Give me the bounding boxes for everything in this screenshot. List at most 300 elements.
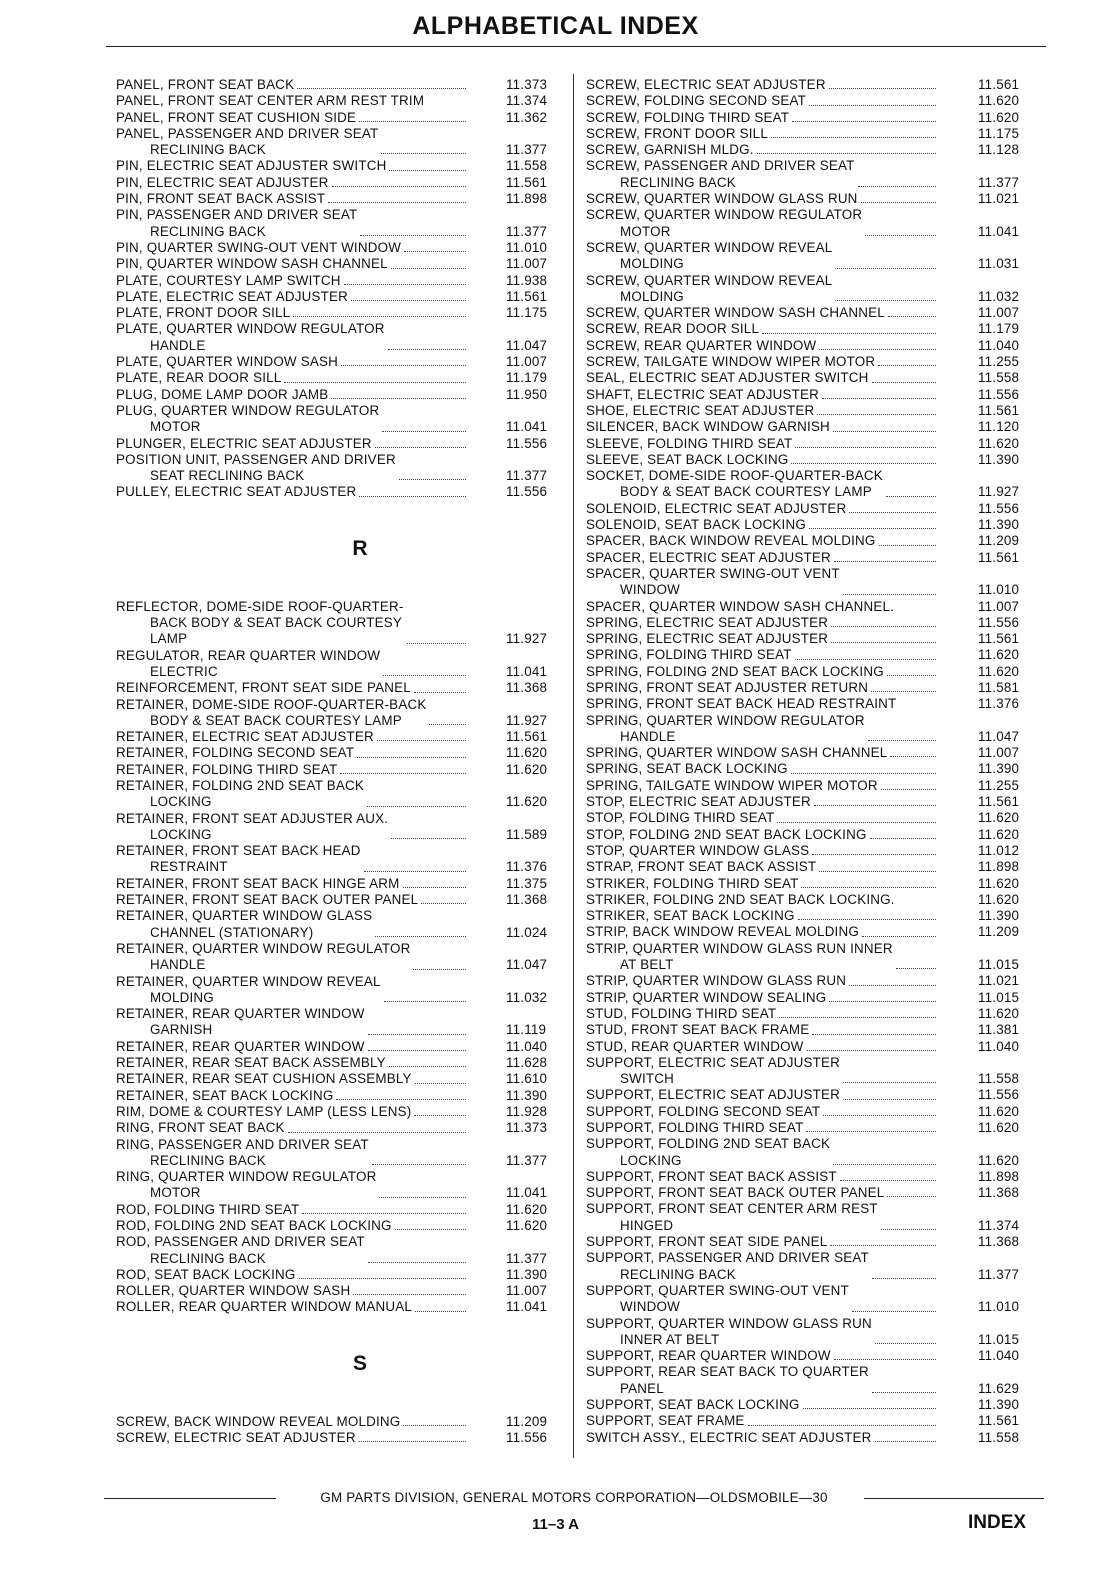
entry-label: LOCKING — [620, 1152, 682, 1168]
dot-leader — [403, 1425, 466, 1426]
index-entry — [116, 1039, 564, 1055]
dot-leader — [384, 1001, 466, 1002]
dot-leader — [364, 871, 466, 872]
entry-label: SUPPORT, PASSENGER AND DRIVER SEAT — [586, 1250, 869, 1266]
dot-leader — [807, 1050, 936, 1051]
entry-page-ref: 11.031 — [978, 256, 1020, 272]
dot-leader — [757, 153, 936, 154]
entry-label: MOLDING — [620, 256, 684, 272]
entry-page-ref: 11.007 — [978, 305, 1020, 321]
entry-label: STRIP, QUARTER WINDOW GLASS RUN — [586, 973, 847, 989]
dot-leader — [822, 398, 936, 399]
entry-page-ref: 11.620 — [978, 93, 1020, 109]
entry-page-ref: 11.010 — [978, 582, 1020, 598]
entry-label: RECLINING BACK — [620, 174, 736, 190]
index-entry — [586, 599, 1036, 615]
entry-label: SOLENOID, SEAT BACK LOCKING — [586, 517, 806, 533]
index-entry — [586, 713, 1036, 746]
index-entry — [116, 745, 564, 761]
entry-label: SLEEVE, FOLDING THIRD SEAT — [586, 435, 793, 451]
index-entry — [586, 1006, 1036, 1022]
dot-leader — [875, 1343, 936, 1344]
entry-page-ref: 11.377 — [978, 174, 1020, 190]
entry-label: RETAINER, FOLDING SECOND SEAT — [116, 745, 355, 761]
entry-label: SUPPORT, FRONT SEAT BACK ASSIST — [586, 1168, 837, 1184]
entry-label: REGULATOR, REAR QUARTER WINDOW — [116, 647, 381, 663]
index-entry — [586, 843, 1036, 859]
entry-label: SUPPORT, SEAT FRAME — [586, 1413, 745, 1429]
dot-leader — [812, 854, 936, 855]
index-entry — [116, 811, 564, 844]
entry-page-ref: 11.128 — [978, 142, 1020, 158]
dot-leader — [381, 153, 466, 154]
index-column-right — [586, 77, 1036, 1446]
dot-leader — [388, 349, 466, 350]
entry-page-ref: 11.375 — [506, 875, 548, 891]
entry-label: WINDOW — [620, 582, 680, 598]
index-entry — [116, 175, 564, 191]
entry-page-ref: 11.041 — [978, 223, 1020, 239]
dot-leader — [368, 1034, 466, 1035]
entry-label: SCREW, REAR QUARTER WINDOW — [586, 337, 817, 353]
dot-leader — [819, 871, 936, 872]
dot-leader — [823, 1115, 936, 1116]
dot-leader — [834, 561, 936, 562]
entry-label: STOP, FOLDING THIRD SEAT — [586, 810, 775, 826]
entry-label: STOP, FOLDING 2ND SEAT BACK LOCKING — [586, 826, 867, 842]
entry-page-ref: 11.040 — [978, 1038, 1020, 1054]
entry-label: SUPPORT, REAR SEAT BACK TO QUARTER — [586, 1364, 869, 1380]
dot-leader — [890, 756, 936, 757]
index-entry — [586, 745, 1036, 761]
entry-page-ref: 11.368 — [506, 680, 548, 696]
dot-leader — [829, 88, 936, 89]
dot-leader — [288, 1132, 466, 1133]
index-entry — [586, 794, 1036, 810]
entry-label: PANEL, PASSENGER AND DRIVER SEAT — [116, 125, 379, 141]
entry-label: PLATE, ELECTRIC SEAT ADJUSTER — [116, 288, 349, 304]
entry-label: PIN, FRONT SEAT BACK ASSIST — [116, 191, 326, 207]
entry-page-ref: 11.898 — [506, 191, 548, 207]
dot-leader — [872, 1392, 936, 1393]
entry-label: LOCKING — [150, 794, 212, 810]
index-entry — [586, 778, 1036, 794]
entry-label: SCREW, TAILGATE WINDOW WIPER MOTOR — [586, 354, 876, 370]
index-entry — [586, 1104, 1036, 1120]
index-entry — [586, 1430, 1036, 1446]
dot-leader — [886, 496, 936, 497]
entry-page-ref: 11.041 — [506, 663, 548, 679]
entry-page-ref: 11.209 — [978, 924, 1020, 940]
section-letter: S — [352, 1351, 367, 1375]
dot-leader — [871, 691, 936, 692]
dot-leader — [372, 1164, 466, 1165]
index-entry — [586, 664, 1036, 680]
entry-label: SPACER, QUARTER WINDOW SASH CHANNEL. — [586, 598, 895, 614]
dot-leader — [328, 202, 466, 203]
index-entry — [116, 207, 564, 240]
index-entry — [116, 1234, 564, 1267]
entry-label: ROD, PASSENGER AND DRIVER SEAT — [116, 1234, 365, 1250]
index-entry — [586, 941, 1036, 974]
index-entry — [116, 1104, 564, 1120]
entry-label: MOTOR — [150, 419, 201, 435]
entry-page-ref: 11.556 — [978, 614, 1020, 630]
dot-leader — [872, 1278, 936, 1279]
entry-label: ROD, SEAT BACK LOCKING — [116, 1266, 296, 1282]
entry-page-ref: 11.119 — [506, 1022, 547, 1038]
entry-label: STOP, ELECTRIC SEAT ADJUSTER — [586, 794, 811, 810]
dot-leader — [395, 1229, 466, 1230]
entry-label: SCREW, QUARTER WINDOW GLASS RUN — [586, 191, 858, 207]
entry-page-ref: 11.390 — [506, 1266, 548, 1282]
dot-leader — [791, 463, 936, 464]
index-entry — [586, 338, 1036, 354]
entry-page-ref: 11.927 — [978, 484, 1020, 500]
entry-page-ref: 11.556 — [978, 500, 1020, 516]
entry-label: SCREW, QUARTER WINDOW REGULATOR — [586, 207, 863, 223]
entry-page-ref: 11.556 — [506, 435, 548, 451]
entry-page-ref: 11.556 — [506, 1430, 548, 1446]
entry-label: PIN, ELECTRIC SEAT ADJUSTER — [116, 174, 329, 190]
index-entry — [586, 647, 1036, 663]
dot-leader — [332, 186, 466, 187]
index-entry — [116, 680, 564, 696]
index-entry — [116, 941, 564, 974]
entry-page-ref: 11.620 — [506, 1201, 548, 1217]
entry-label: AT BELT — [620, 957, 674, 973]
index-entry — [586, 1039, 1036, 1055]
entry-page-ref: 11.561 — [978, 402, 1020, 418]
index-entry — [116, 158, 564, 174]
entry-label: SUPPORT, FRONT SEAT SIDE PANEL — [586, 1234, 828, 1250]
dot-leader — [809, 105, 936, 106]
index-entry — [586, 1185, 1036, 1201]
entry-label: RETAINER, QUARTER WINDOW GLASS — [116, 908, 373, 924]
entry-label: RECLINING BACK — [620, 1266, 736, 1282]
index-entry — [116, 256, 564, 272]
entry-label: SPRING, QUARTER WINDOW REGULATOR — [586, 712, 865, 728]
entry-label: RIM, DOME & COURTESY LAMP (LESS LENS) — [116, 1103, 412, 1119]
entry-label: PLATE, REAR DOOR SILL — [116, 370, 282, 386]
entry-page-ref: 11.040 — [978, 1348, 1020, 1364]
dot-leader — [814, 805, 936, 806]
index-entry — [586, 990, 1036, 1006]
page-title: ALPHABETICAL INDEX — [412, 12, 699, 40]
entry-label: RECLINING BACK — [150, 1152, 266, 1168]
entry-label: PLATE, FRONT DOOR SILL — [116, 305, 291, 321]
entry-label: PANEL, FRONT SEAT BACK — [116, 77, 295, 92]
entry-page-ref: 11.374 — [506, 93, 548, 109]
dot-leader — [881, 789, 936, 790]
entry-label: HINGED — [620, 1217, 674, 1233]
entry-page-ref: 11.620 — [978, 875, 1020, 891]
entry-label: RETAINER, FRONT SEAT BACK HEAD — [116, 843, 361, 859]
dot-leader — [792, 121, 936, 122]
index-entry — [586, 696, 1036, 712]
entry-page-ref: 11.377 — [506, 223, 548, 239]
index-entry — [586, 1055, 1036, 1088]
index-entry — [116, 126, 564, 159]
index-entry — [586, 110, 1036, 126]
entry-label: SUPPORT, REAR QUARTER WINDOW — [586, 1348, 831, 1364]
entry-page-ref: 11.368 — [978, 1185, 1020, 1201]
index-entry — [116, 452, 564, 485]
entry-label: HANDLE — [620, 728, 676, 744]
entry-label: STRIKER, FOLDING 2ND SEAT BACK LOCKING. — [586, 891, 895, 907]
index-entry — [586, 827, 1036, 843]
entry-page-ref: 11.015 — [978, 989, 1020, 1005]
entry-label: SUPPORT, FRONT SEAT CENTER ARM REST — [586, 1201, 878, 1217]
entry-label: RETAINER, QUARTER WINDOW REVEAL — [116, 973, 381, 989]
entry-page-ref: 11.556 — [978, 386, 1020, 402]
entry-page-ref: 11.032 — [506, 989, 548, 1005]
entry-label: RETAINER, FRONT SEAT ADJUSTER AUX. — [116, 810, 389, 826]
entry-label: RETAINER, ELECTRIC SEAT ADJUSTER — [116, 729, 374, 745]
entry-label: SCREW, BACK WINDOW REVEAL MOLDING — [116, 1413, 401, 1429]
dot-leader — [357, 757, 466, 758]
entry-label: SOCKET, DOME-SIDE ROOF-QUARTER-BACK — [586, 468, 883, 484]
index-entry — [586, 468, 1036, 501]
index-entry — [116, 240, 564, 256]
index-entry — [586, 501, 1036, 517]
dot-leader — [861, 202, 936, 203]
entry-label: PIN, ELECTRIC SEAT ADJUSTER SWITCH — [116, 158, 387, 174]
index-entry — [586, 517, 1036, 533]
index-entry — [116, 762, 564, 778]
index-entry — [586, 924, 1036, 940]
entry-label: STRAP, FRONT SEAT BACK ASSIST — [586, 859, 817, 875]
entry-label: RETAINER, DOME-SIDE ROOF-QUARTER-BACK — [116, 696, 427, 712]
index-entry — [116, 1006, 564, 1039]
index-entry — [586, 1022, 1036, 1038]
entry-label: SCREW, GARNISH MLDG. — [586, 142, 754, 158]
dot-leader — [404, 251, 466, 252]
index-entry — [586, 1136, 1036, 1169]
index-entry — [586, 93, 1036, 109]
entry-label: SCREW, FOLDING SECOND SEAT — [586, 93, 806, 109]
entry-page-ref: 11.007 — [506, 256, 548, 272]
entry-label: SCREW, QUARTER WINDOW REVEAL — [586, 239, 833, 255]
dot-leader — [360, 235, 466, 236]
index-entry — [116, 908, 564, 941]
index-entry — [116, 892, 564, 908]
index-entry — [116, 1218, 564, 1234]
dot-leader — [803, 1408, 936, 1409]
entry-page-ref: 11.561 — [978, 631, 1020, 647]
entry-page-ref: 11.561 — [978, 794, 1020, 810]
index-entry — [116, 1202, 564, 1218]
entry-page-ref: 11.032 — [978, 288, 1020, 304]
dot-leader — [812, 1034, 936, 1035]
entry-label: SWITCH ASSY., ELECTRIC SEAT ADJUSTER — [586, 1429, 872, 1445]
entry-page-ref: 11.620 — [506, 761, 548, 777]
index-entry — [586, 973, 1036, 989]
entry-label: PIN, QUARTER SWING-OUT VENT WINDOW — [116, 239, 402, 255]
index-entry — [586, 1364, 1036, 1397]
dot-leader — [297, 88, 466, 89]
index-entry — [586, 631, 1036, 647]
entry-page-ref: 11.377 — [506, 142, 548, 158]
index-entry — [116, 321, 564, 354]
entry-label: PANEL, FRONT SEAT CUSHION SIDE — [116, 109, 357, 125]
entry-page-ref: 11.012 — [978, 842, 1020, 858]
entry-page-ref: 11.015 — [978, 1331, 1020, 1347]
dot-leader — [865, 235, 936, 236]
dot-leader — [407, 643, 466, 644]
entry-label: SCREW, ELECTRIC SEAT ADJUSTER — [116, 1430, 356, 1446]
entry-label: MOLDING — [620, 288, 684, 304]
dot-leader — [391, 838, 466, 839]
entry-page-ref: 11.041 — [506, 419, 548, 435]
entry-label: RETAINER, REAR SEAT CUSHION ASSEMBLY — [116, 1071, 412, 1087]
dot-leader — [415, 1311, 466, 1312]
entry-page-ref: 11.561 — [506, 174, 548, 190]
entry-label: CHANNEL (STATIONARY) — [150, 924, 314, 940]
dot-leader — [293, 316, 466, 317]
index-entry — [586, 876, 1036, 892]
entry-label: RETAINER, SEAT BACK LOCKING — [116, 1087, 334, 1103]
entry-page-ref: 11.010 — [506, 239, 548, 255]
entry-page-ref: 11.047 — [978, 728, 1020, 744]
dot-leader — [878, 365, 936, 366]
entry-page-ref: 11.390 — [978, 908, 1020, 924]
entry-label: SCREW, FRONT DOOR SILL — [586, 125, 768, 141]
entry-label: BODY & SEAT BACK COURTESY LAMP — [150, 712, 402, 728]
entry-label: SUPPORT, ELECTRIC SEAT ADJUSTER — [586, 1087, 840, 1103]
entry-page-ref: 11.007 — [978, 745, 1020, 761]
index-entry — [116, 77, 564, 93]
index-entry — [116, 1283, 564, 1299]
entry-page-ref: 11.620 — [978, 1005, 1020, 1021]
entry-label: SUPPORT, FRONT SEAT BACK OUTER PANEL — [586, 1185, 885, 1201]
index-entry — [116, 697, 564, 730]
index-entry — [586, 680, 1036, 696]
dot-leader — [284, 382, 466, 383]
index-entry — [116, 484, 564, 500]
dot-leader — [830, 1245, 936, 1246]
index-entry — [586, 859, 1036, 875]
entry-page-ref: 11.558 — [978, 1071, 1020, 1087]
dot-leader — [887, 675, 936, 676]
footer-publisher: GM PARTS DIVISION, GENERAL MOTORS CORPORATION—OLDSMOBILE—30 — [316, 1490, 831, 1505]
dot-leader — [375, 447, 466, 448]
dot-leader — [843, 1099, 936, 1100]
entry-label: RETAINER, REAR QUARTER WINDOW — [116, 1006, 365, 1022]
entry-page-ref: 11.041 — [506, 1299, 548, 1315]
entry-label: MOLDING — [150, 989, 214, 1005]
dot-leader — [835, 268, 936, 269]
entry-page-ref: 11.390 — [978, 451, 1020, 467]
entry-page-ref: 11.120 — [978, 419, 1020, 435]
entry-page-ref: 11.040 — [978, 337, 1020, 353]
entry-page-ref: 11.376 — [978, 696, 1020, 712]
entry-page-ref: 11.373 — [506, 1120, 548, 1136]
dot-leader — [887, 1196, 936, 1197]
index-entry — [116, 110, 564, 126]
entry-label: REINFORCEMENT, FRONT SEAT SIDE PANEL — [116, 680, 411, 696]
entry-label: MOTOR — [620, 223, 671, 239]
index-entry — [116, 778, 564, 811]
entry-page-ref: 11.015 — [978, 957, 1020, 973]
dot-leader — [829, 1001, 936, 1002]
entry-page-ref: 11.620 — [978, 826, 1020, 842]
index-entry — [586, 305, 1036, 321]
index-entry — [116, 1055, 564, 1071]
entry-label: SILENCER, BACK WINDOW GARNISH — [586, 419, 830, 435]
index-entry — [586, 1348, 1036, 1364]
index-entry — [116, 403, 564, 436]
dot-leader — [302, 1213, 466, 1214]
entry-page-ref: 11.581 — [978, 679, 1020, 695]
entry-page-ref: 11.558 — [506, 158, 548, 174]
dot-leader — [875, 1441, 937, 1442]
entry-label: RETAINER, FOLDING 2ND SEAT BACK — [116, 777, 365, 793]
entry-page-ref: 11.377 — [506, 468, 548, 484]
entry-page-ref: 11.620 — [506, 794, 548, 810]
entry-label: ROD, FOLDING THIRD SEAT — [116, 1201, 300, 1217]
index-entry — [586, 550, 1036, 566]
entry-label: PULLEY, ELECTRIC SEAT ADJUSTER — [116, 484, 357, 500]
entry-label: RECLINING BACK — [150, 223, 266, 239]
index-entry — [116, 273, 564, 289]
index-entry — [586, 452, 1036, 468]
entry-page-ref: 11.047 — [506, 337, 548, 353]
entry-page-ref: 11.620 — [978, 647, 1020, 663]
dot-leader — [341, 365, 466, 366]
entry-label: RECLINING BACK — [150, 142, 266, 158]
dot-leader — [870, 838, 936, 839]
entry-label: SPRING, FRONT SEAT ADJUSTER RETURN — [586, 679, 869, 695]
dot-leader — [359, 121, 466, 122]
dot-leader — [872, 382, 936, 383]
entry-label: STUD, FRONT SEAT BACK FRAME — [586, 1022, 810, 1038]
index-entry — [586, 1283, 1036, 1316]
dot-leader — [368, 1050, 466, 1051]
dot-leader — [413, 969, 466, 970]
index-entry — [586, 142, 1036, 158]
index-entry — [116, 436, 564, 452]
dot-leader — [421, 903, 466, 904]
index-entry — [116, 1169, 564, 1202]
entry-label: RETAINER, REAR QUARTER WINDOW — [116, 1038, 365, 1054]
entry-page-ref: 11.556 — [978, 1087, 1020, 1103]
entry-label: SPRING, QUARTER WINDOW SASH CHANNEL — [586, 745, 888, 761]
entry-page-ref: 11.558 — [978, 1429, 1020, 1445]
page-number: 11–3 A — [532, 1516, 579, 1533]
index-entry — [586, 533, 1036, 549]
index-entry — [586, 207, 1036, 240]
index-entry — [586, 1201, 1036, 1234]
entry-page-ref: 11.928 — [506, 1103, 548, 1119]
index-entry — [116, 354, 564, 370]
entry-page-ref: 11.898 — [978, 1168, 1020, 1184]
dot-leader — [879, 545, 936, 546]
entry-page-ref: 11.047 — [506, 957, 548, 973]
index-entry — [586, 419, 1036, 435]
entry-label: SPACER, QUARTER SWING-OUT VENT — [586, 565, 840, 581]
index-entry — [116, 1430, 564, 1446]
entry-page-ref: 11.255 — [978, 354, 1020, 370]
index-entry — [586, 191, 1036, 207]
entry-page-ref: 11.620 — [506, 745, 548, 761]
dot-leader — [795, 447, 936, 448]
index-entry — [116, 1299, 564, 1315]
entry-page-ref: 11.175 — [978, 125, 1020, 141]
dot-leader — [429, 724, 466, 725]
entry-label: SPRING, SEAT BACK LOCKING — [586, 761, 788, 777]
index-entry — [116, 93, 564, 109]
